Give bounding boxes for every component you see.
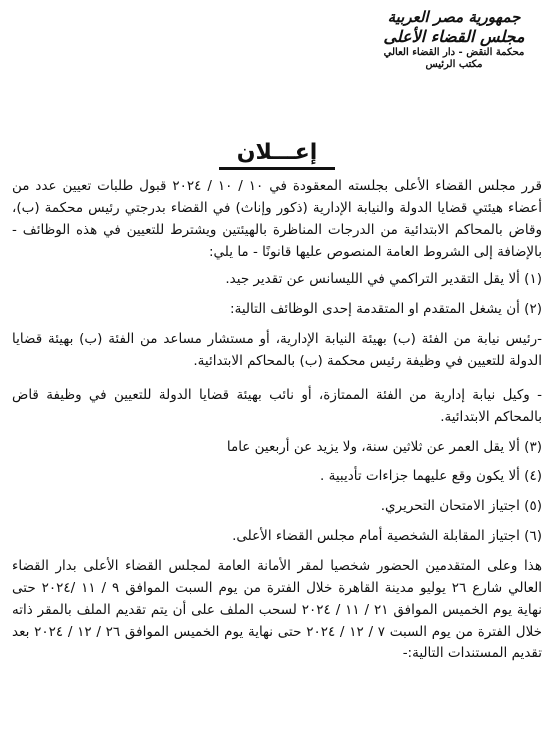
letterhead-office: مكتب الرئيس (425, 59, 483, 71)
letterhead-council: مجلس القضاء الأعلى (383, 26, 525, 46)
condition-1: (١) ألا يقل التقدير التراكمي في الليسانس عن تقدير جيد. (225, 271, 542, 288)
condition-4: (٤) ألا يكون وقع عليهما جزاءات تأديبية . (320, 468, 542, 485)
condition-2: (٢) أن يشغل المتقدم او المتقدمة إحدى الوظائف التالية: (230, 301, 542, 318)
letterhead (364, 8, 544, 72)
condition-2-option-b: - وكيل نيابة إدارية من الفئة الممتازة، أو نائب بهيئة قضايا الدولة للتعيين في وظيفة قاض بالمحاكم الابتدائية. (12, 386, 542, 425)
announcement-title-text: إعـــلان (219, 140, 336, 170)
closing-paragraph: هذا وعلى المتقدمين الحضور شخصيا لمقر الأمانة العامة لمجلس القضاء الأعلى بدار القضاء العالي شارع ٢٦ يوليو مدينة القاهرة خلال الفترة من يوم السبت الموافق ٩ / ١١ /٢٠٢٤ حتى نهاية يوم الخميس الموافق ٢١ / ١١ / ٢٠٢٤ لسحب الملف على أن يتم تقديم الملف بالمقر ذاته خلال الفترة من يوم السبت ٧ / ١٢ / ٢٠٢٤ حتى نهاية يوم الخميس الموافق ٢٦ / ١٢ / ٢٠٢٤ بعد تقديم المستندات التالية:- (12, 558, 543, 662)
letterhead-country: جمهورية مصر العربية (387, 8, 521, 26)
condition-5: (٥) اجتياز الامتحان التحريري. (380, 498, 542, 515)
announcement-body (12, 176, 542, 671)
letterhead-court: محكمة النقض - دار القضاء العالي (383, 46, 525, 58)
condition-2-option-a: -رئيس نيابة من الفئة (ب) بهيئة النيابة الإدارية، أو مستشار مساعد من الفئة (ب) بهيئة قضايا الدولة للتعيين في وظيفة رئيس محكمة (ب) بالمحاكم الابتدائية. (12, 331, 542, 370)
condition-6: (٦) اجتياز المقابلة الشخصية أمام مجلس القضاء الأعلى. (232, 528, 542, 545)
announcement-title (0, 140, 554, 165)
condition-3: (٣) ألا يقل العمر عن ثلاثين سنة، ولا يزيد عن أربعين عاما (226, 438, 542, 455)
intro-paragraph: قرر مجلس القضاء الأعلى بجلسته المعقودة في ١٠ / ١٠ / ٢٠٢٤ قبول طلبات تعيين عدد من أعضاء هيئتي قضايا الدولة والنيابة الإدارية (ذكور وإناث) في القضاء بدرجتي رئيس محكمة (ب)، وقاض بالمحاكم الابتدائية من الدرجات المناظرة بالهيئتين ويشترط للتعيين في هذه الوظائف - بالإضافة إلى الشروط العامة المنصوص عليها قانونًا - ما يلي: (12, 178, 542, 260)
